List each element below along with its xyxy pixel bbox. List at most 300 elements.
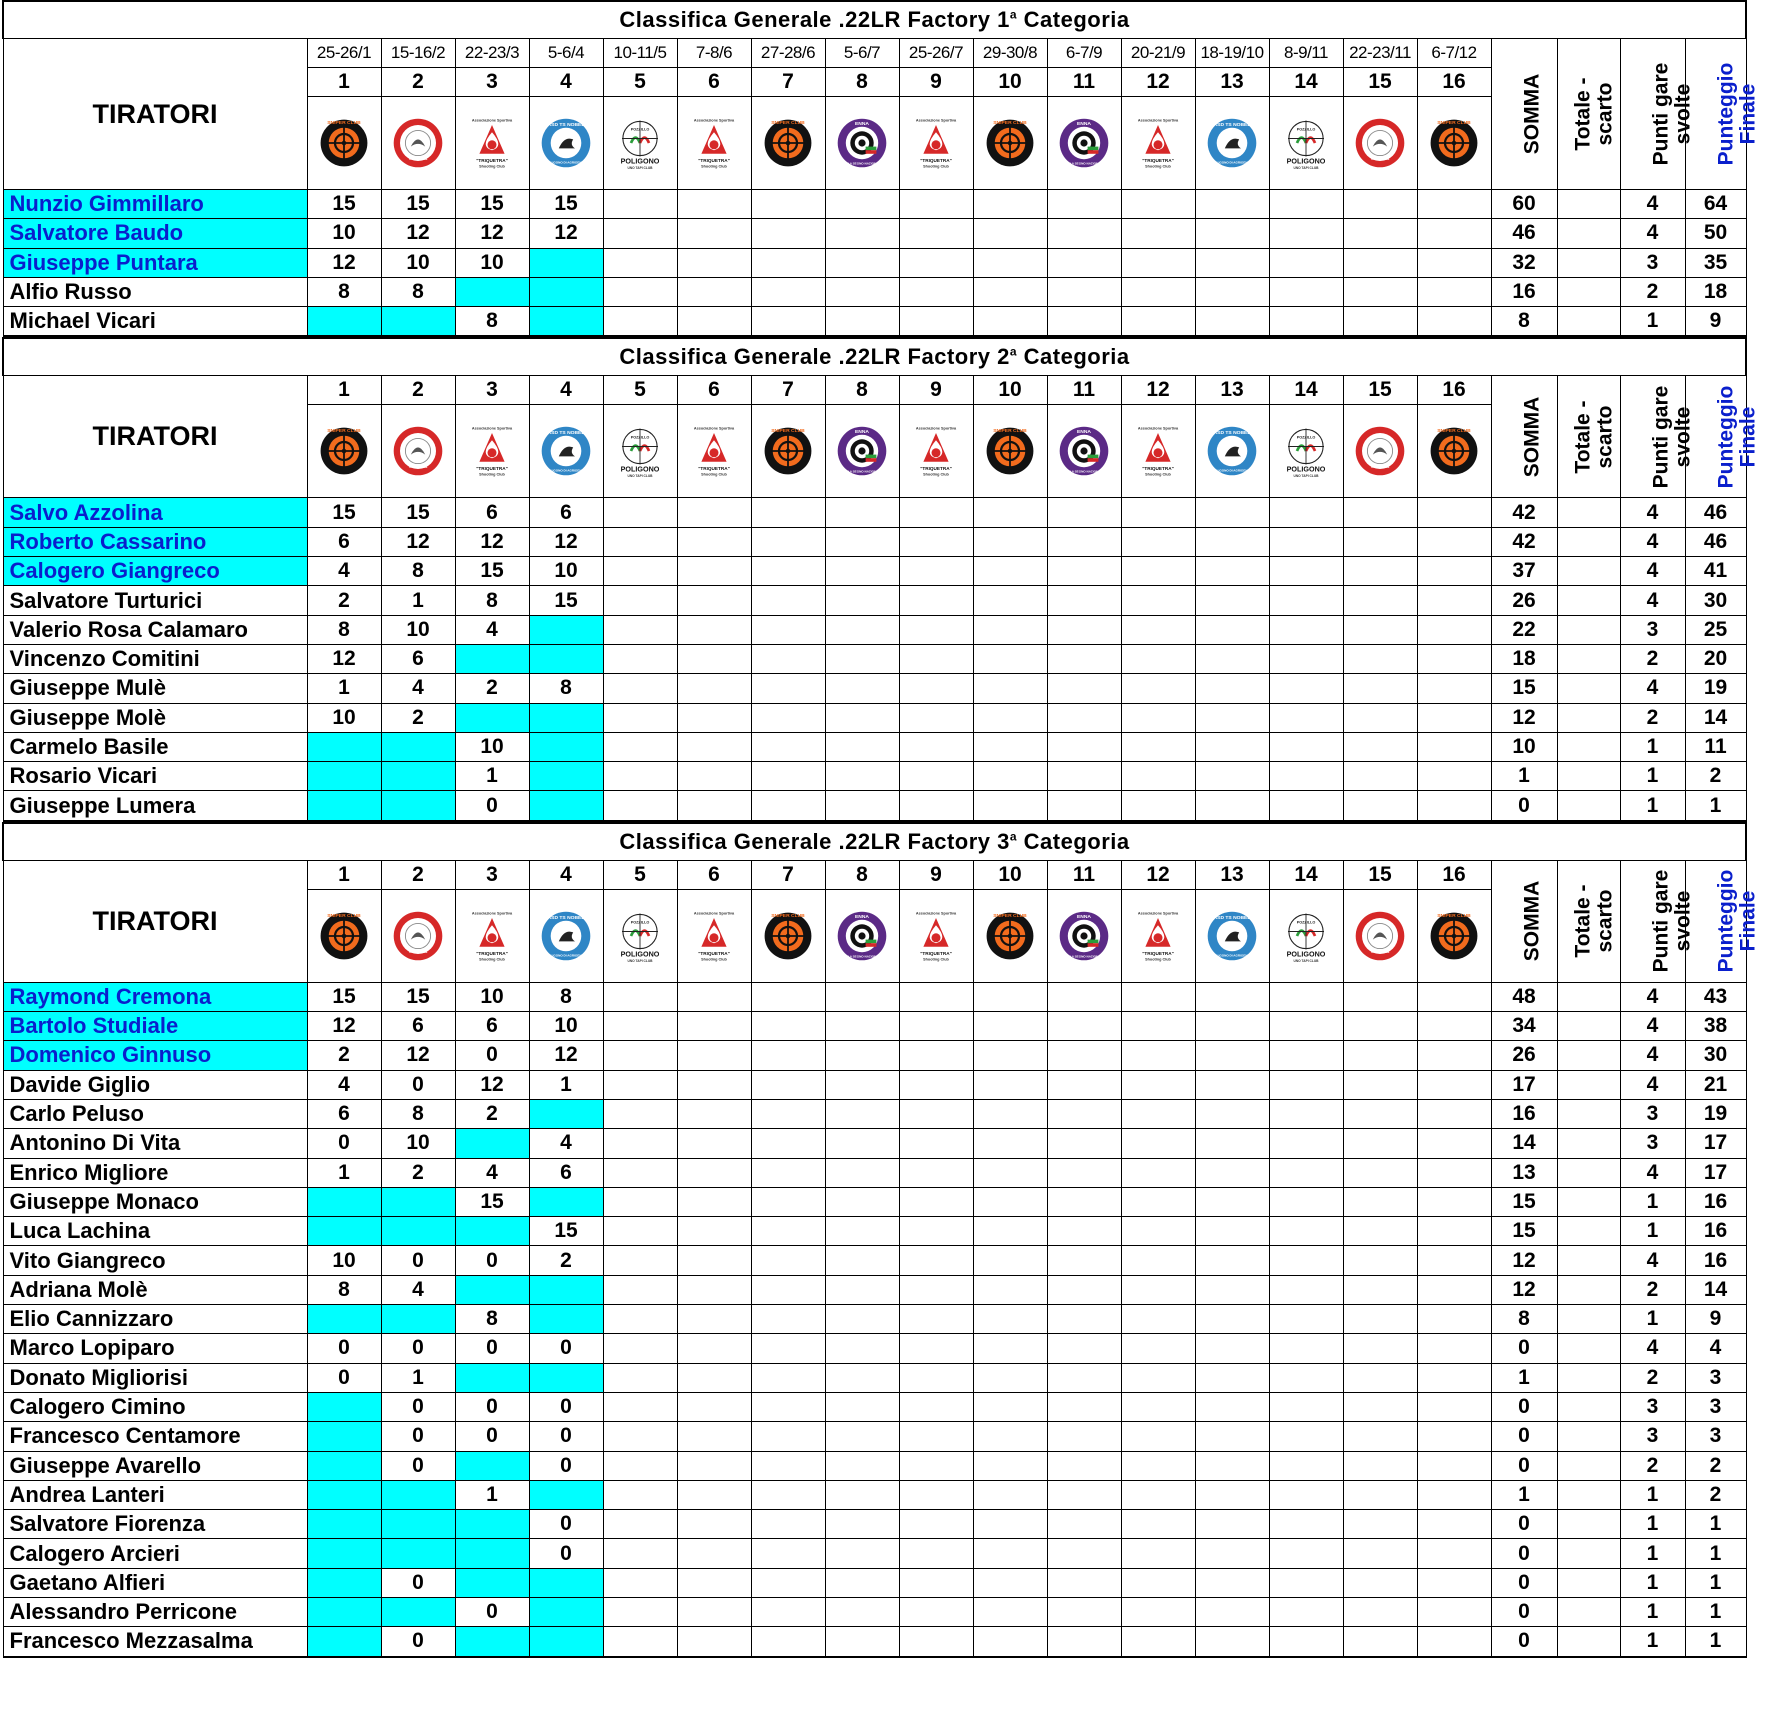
punteggio-finale-value: 1 [1685, 1597, 1746, 1626]
round-score [1121, 1510, 1195, 1539]
round-score: 0 [455, 1422, 529, 1451]
svg-text:POLIGONO DI AGRIGENTO: POLIGONO DI AGRIGENTO [1212, 160, 1252, 165]
round-score: 12 [381, 527, 455, 556]
round-score [751, 791, 825, 821]
round-score [751, 732, 825, 761]
round-score [381, 307, 455, 337]
round-score [677, 1012, 751, 1041]
round-score [529, 762, 603, 791]
round-score [1195, 1099, 1269, 1128]
round-score: 0 [529, 1334, 603, 1363]
poligono-pozzillo-logo [1279, 424, 1333, 478]
svg-text:Associazione Sportiva: Associazione Sportiva [471, 118, 513, 123]
somma-value: 1 [1491, 1363, 1557, 1392]
round-score [899, 644, 973, 673]
punti-gare-value: 4 [1620, 1070, 1685, 1099]
round-score: 0 [381, 1627, 455, 1657]
round-number: 13 [1195, 376, 1269, 405]
round-number: 2 [381, 860, 455, 889]
round-score [1269, 1480, 1343, 1509]
snipers-club-logo [317, 909, 371, 963]
round-score [1121, 1451, 1195, 1480]
round-score [973, 982, 1047, 1011]
table-row [3, 1627, 1746, 1657]
round-score [825, 527, 899, 556]
round-score [825, 1480, 899, 1509]
snipers-club-logo [983, 424, 1037, 478]
round-score [1121, 557, 1195, 586]
round-score [751, 1363, 825, 1392]
table-row [3, 1041, 1746, 1070]
round-score [899, 1158, 973, 1187]
svg-text:UNO TAPI CLUB: UNO TAPI CLUB [627, 958, 653, 963]
round-score: 0 [529, 1539, 603, 1568]
svg-text:TIRO A SEGNO NAZIONALE: TIRO A SEGNO NAZIONALE [1063, 470, 1105, 475]
round-score [1269, 1129, 1343, 1158]
round-score [603, 1480, 677, 1509]
enna-tsn-logo [1057, 909, 1111, 963]
svg-text:SNIPER CLUB: SNIPER CLUB [1437, 429, 1471, 435]
punti-gare-value: 4 [1620, 1246, 1685, 1275]
round-score: 2 [381, 1158, 455, 1187]
round-score [1343, 1158, 1417, 1187]
somma-value: 46 [1491, 219, 1557, 248]
enna-tsn-logo [835, 909, 889, 963]
round-score: 8 [381, 557, 455, 586]
svg-text:"TRIQUETRA": "TRIQUETRA" [920, 466, 952, 472]
svg-text:TIRO A SEGNO NAZIONALE: TIRO A SEGNO NAZIONALE [841, 954, 883, 959]
round-score [1195, 1480, 1269, 1509]
somma-value: 37 [1491, 557, 1557, 586]
round-score [1343, 1334, 1417, 1363]
round-score [751, 248, 825, 277]
round-score [973, 762, 1047, 791]
section-title-text: Classifica Generale .22LR Factory 3 [619, 828, 1010, 854]
totale-scarto-value [1557, 674, 1620, 703]
round-score [1195, 644, 1269, 673]
round-score [751, 190, 825, 219]
round-score: 12 [307, 248, 381, 277]
round-score [1195, 1275, 1269, 1304]
round-number: 15 [1343, 376, 1417, 405]
shooter-name: Michael Vicari [3, 307, 307, 337]
punti-gare-header [1620, 376, 1694, 498]
round-score [899, 982, 973, 1011]
round-score: 0 [529, 1451, 603, 1480]
round-score [455, 1627, 529, 1657]
round-score [1121, 307, 1195, 337]
svg-text:ENNA: ENNA [1077, 914, 1091, 920]
venue-logo-cell [1121, 889, 1195, 982]
round-score [307, 762, 381, 791]
round-score [529, 1363, 603, 1392]
svg-text:VITTORIA: VITTORIA [408, 156, 428, 162]
round-score [1195, 1246, 1269, 1275]
round-score [603, 1246, 677, 1275]
round-score [1417, 791, 1491, 821]
table-row [3, 586, 1746, 615]
svg-text:Shooting Club: Shooting Club [479, 957, 505, 962]
svg-text:POLIGONO DI AGRIGENTO: POLIGONO DI AGRIGENTO [546, 469, 586, 474]
svg-text:ENNA: ENNA [855, 430, 869, 436]
round-score [677, 791, 751, 821]
table-row [3, 732, 1746, 761]
round-score [973, 1568, 1047, 1597]
totale-scarto-value [1557, 703, 1620, 732]
svg-text:Associazione Sportiva: Associazione Sportiva [1137, 426, 1179, 431]
table-row [3, 1363, 1746, 1392]
svg-text:UNO TAPI CLUB: UNO TAPI CLUB [1293, 474, 1319, 479]
svg-text:POLIGONO: POLIGONO [1286, 156, 1326, 166]
round-score [1417, 1099, 1491, 1128]
round-score [899, 1363, 973, 1392]
round-score: 15 [455, 190, 529, 219]
round-score [603, 1510, 677, 1539]
round-score [899, 1041, 973, 1070]
round-score [1343, 1510, 1417, 1539]
round-score [973, 1158, 1047, 1187]
somma-value: 42 [1491, 498, 1557, 527]
svg-text:POZZILLO: POZZILLO [630, 920, 650, 925]
round-score [1417, 1363, 1491, 1392]
round-score [973, 1451, 1047, 1480]
venue-logo-cell [1047, 889, 1121, 982]
round-score [1343, 307, 1417, 337]
svg-text:ENNA: ENNA [855, 122, 869, 127]
round-score [1417, 1510, 1491, 1539]
round-score [825, 1129, 899, 1158]
round-score: 8 [529, 674, 603, 703]
round-score [1417, 1392, 1491, 1421]
totale-scarto-value [1557, 1187, 1620, 1216]
round-score [825, 791, 899, 821]
round-score [973, 586, 1047, 615]
round-number: 8 [825, 376, 899, 405]
round-score [1047, 615, 1121, 644]
round-score: 12 [381, 219, 455, 248]
totale-scarto-value [1557, 1480, 1620, 1509]
round-score [825, 1099, 899, 1128]
round-score: 10 [455, 732, 529, 761]
shooter-name: Antonino Di Vita [3, 1129, 307, 1158]
shooter-name: Raymond Cremona [3, 982, 307, 1011]
round-score [973, 1627, 1047, 1657]
round-score [603, 791, 677, 821]
round-score [1269, 1275, 1343, 1304]
round-score [307, 1217, 381, 1246]
totale-scarto-header-line: scarto [1593, 889, 1617, 953]
venue-logo-cell [677, 889, 751, 982]
round-score [381, 1597, 455, 1626]
enna-tsn-logo [1057, 116, 1111, 170]
svg-text:Shooting Club: Shooting Club [1145, 957, 1171, 962]
punti-gare-value: 4 [1620, 982, 1685, 1011]
venue-logo-cell [1047, 405, 1121, 498]
table-row [3, 219, 1746, 248]
snipers-club-logo [1427, 909, 1481, 963]
round-score [825, 1158, 899, 1187]
svg-text:POLIGONO DI AGRIGENTO: POLIGONO DI AGRIGENTO [1212, 953, 1252, 958]
round-score: 0 [529, 1510, 603, 1539]
venue-logo-cell [307, 97, 381, 190]
punti-gare-header-line: svolte [1670, 83, 1694, 145]
totale-scarto-value [1557, 644, 1620, 673]
totale-scarto-value [1557, 1041, 1620, 1070]
round-score [307, 1510, 381, 1539]
round-score: 0 [455, 1334, 529, 1363]
round-score: 0 [455, 1041, 529, 1070]
round-score [603, 1158, 677, 1187]
round-score [1195, 703, 1269, 732]
round-score [1269, 1422, 1343, 1451]
round-score: 0 [307, 1334, 381, 1363]
round-score [973, 1275, 1047, 1304]
table-row [3, 1568, 1746, 1597]
round-score [973, 1305, 1047, 1334]
punteggio-finale-value: 35 [1685, 248, 1746, 277]
svg-text:SNIPER CLUB: SNIPER CLUB [771, 121, 805, 127]
round-score [973, 1187, 1047, 1216]
punteggio-finale-value: 21 [1685, 1070, 1746, 1099]
round-date: 22-23/3 [455, 39, 529, 68]
round-score: 0 [529, 1422, 603, 1451]
table-row [3, 1099, 1746, 1128]
section-title [3, 823, 1746, 861]
section-title-text: Classifica Generale .22LR Factory 2 [619, 344, 1010, 370]
round-score [677, 982, 751, 1011]
somma-value: 12 [1491, 703, 1557, 732]
punti-gare-value: 2 [1620, 703, 1685, 732]
punteggio-finale-value: 19 [1685, 1099, 1746, 1128]
round-score [603, 732, 677, 761]
round-score: 12 [529, 1041, 603, 1070]
round-score [973, 1510, 1047, 1539]
round-score [1417, 219, 1491, 248]
round-score [603, 1363, 677, 1392]
round-number: 16 [1417, 860, 1491, 889]
venue-logo-cell [825, 97, 899, 190]
round-score [1195, 762, 1269, 791]
round-score [1417, 498, 1491, 527]
totale-scarto-value [1557, 527, 1620, 556]
round-score [825, 1363, 899, 1392]
round-score [307, 307, 381, 337]
somma-header [1491, 860, 1557, 982]
somma-value: 0 [1491, 1392, 1557, 1421]
round-score [1121, 248, 1195, 277]
round-number: 4 [529, 68, 603, 97]
totale-scarto-value [1557, 1334, 1620, 1363]
round-score [1417, 1041, 1491, 1070]
venue-logo-cell [1343, 97, 1417, 190]
round-score [899, 1099, 973, 1128]
table-row [3, 1217, 1746, 1246]
round-score [1195, 1627, 1269, 1657]
round-score [1047, 527, 1121, 556]
snipers-club-logo [1427, 116, 1481, 170]
round-score [529, 1597, 603, 1626]
totale-scarto-value [1557, 732, 1620, 761]
round-score [1195, 791, 1269, 821]
round-score [529, 1275, 603, 1304]
round-score: 1 [455, 1480, 529, 1509]
somma-value: 32 [1491, 248, 1557, 277]
round-score [899, 1305, 973, 1334]
round-score [751, 1041, 825, 1070]
enna-tsn-logo [1057, 424, 1111, 478]
round-score [603, 219, 677, 248]
somma-value: 26 [1491, 1041, 1557, 1070]
round-score [973, 1392, 1047, 1421]
punteggio-finale-value: 43 [1685, 982, 1746, 1011]
round-score [677, 1217, 751, 1246]
round-score [1195, 1012, 1269, 1041]
svg-text:Shooting Club: Shooting Club [479, 164, 505, 169]
punteggio-finale-value: 16 [1685, 1217, 1746, 1246]
round-score [1195, 1597, 1269, 1626]
round-number: 6 [677, 68, 751, 97]
round-score: 15 [529, 1217, 603, 1246]
svg-text:POLIGONO: POLIGONO [620, 465, 660, 475]
round-score [1417, 557, 1491, 586]
round-score: 2 [307, 586, 381, 615]
round-score [1417, 1217, 1491, 1246]
round-score [1269, 791, 1343, 821]
totale-scarto-header-line: Totale - [1571, 77, 1595, 151]
round-score [1121, 1041, 1195, 1070]
round-score [603, 1627, 677, 1657]
round-score [1417, 1334, 1491, 1363]
punti-gare-value: 1 [1620, 1305, 1685, 1334]
punteggio-finale-value: 30 [1685, 1041, 1746, 1070]
shooter-name: Marco Lopiparo [3, 1334, 307, 1363]
round-score [1269, 498, 1343, 527]
round-score [1121, 1246, 1195, 1275]
round-score [825, 1334, 899, 1363]
round-score: 8 [381, 1099, 455, 1128]
poligono-pozzillo-logo [613, 116, 667, 170]
somma-header-line: SOMMA [1519, 396, 1543, 478]
round-score [1121, 190, 1195, 219]
round-score [825, 1422, 899, 1451]
svg-text:Shooting Club: Shooting Club [1145, 472, 1171, 477]
table-row [3, 1012, 1746, 1041]
punteggio-finale-header-line: Punteggio [1713, 62, 1737, 166]
venue-logo-cell [603, 97, 677, 190]
round-score [899, 674, 973, 703]
round-score [1121, 644, 1195, 673]
round-score [1121, 1187, 1195, 1216]
round-score [1121, 527, 1195, 556]
punti-gare-value: 1 [1620, 1539, 1685, 1568]
round-score [603, 307, 677, 337]
table-row [3, 248, 1746, 277]
punti-gare-value: 4 [1620, 1012, 1685, 1041]
round-score [1269, 1217, 1343, 1246]
punti-gare-value: 4 [1620, 1041, 1685, 1070]
round-score [1417, 1246, 1491, 1275]
round-score [825, 732, 899, 761]
round-score [1047, 1070, 1121, 1099]
shooter-name: Calogero Arcieri [3, 1539, 307, 1568]
section-title-sup: a [1009, 345, 1018, 360]
round-score [1047, 1305, 1121, 1334]
round-score [751, 586, 825, 615]
round-score [1121, 219, 1195, 248]
round-score [973, 791, 1047, 821]
round-score [381, 732, 455, 761]
svg-text:POZZILLO: POZZILLO [1296, 435, 1316, 440]
punteggio-finale-value: 2 [1685, 762, 1746, 791]
round-score [1269, 1451, 1343, 1480]
round-score [751, 982, 825, 1011]
round-date: 15-16/2 [381, 39, 455, 68]
somma-value: 17 [1491, 1070, 1557, 1099]
somma-value: 42 [1491, 527, 1557, 556]
round-score [381, 1480, 455, 1509]
round-score [677, 1539, 751, 1568]
round-score [455, 1363, 529, 1392]
venue-logo-cell [1269, 97, 1343, 190]
round-score: 0 [381, 1334, 455, 1363]
somma-value: 0 [1491, 1627, 1557, 1657]
round-score [1269, 615, 1343, 644]
shooter-name: Giuseppe Puntara [3, 248, 307, 277]
snipers-club-logo [317, 116, 371, 170]
svg-text:ENNA: ENNA [1077, 430, 1091, 436]
round-score: 4 [455, 615, 529, 644]
round-number: 1 [307, 376, 381, 405]
round-score [307, 1539, 381, 1568]
tiratori-label: TIRATORI [3, 376, 307, 498]
punteggio-finale-value: 50 [1685, 219, 1746, 248]
round-score [1269, 703, 1343, 732]
round-score [973, 1041, 1047, 1070]
svg-text:SNIPER CLUB: SNIPER CLUB [327, 429, 361, 435]
svg-text:SNIPER CLUB: SNIPER CLUB [993, 913, 1027, 919]
totale-scarto-value [1557, 1597, 1620, 1626]
round-score [1343, 762, 1417, 791]
round-score [899, 557, 973, 586]
round-score [529, 1305, 603, 1334]
somma-value: 15 [1491, 1217, 1557, 1246]
round-score: 10 [381, 1129, 455, 1158]
somma-value: 0 [1491, 1334, 1557, 1363]
punteggio-finale-value: 19 [1685, 674, 1746, 703]
round-score [1269, 1539, 1343, 1568]
round-score: 15 [307, 498, 381, 527]
round-score [677, 1129, 751, 1158]
svg-text:"TRIQUETRA": "TRIQUETRA" [698, 466, 730, 472]
somma-value: 0 [1491, 1422, 1557, 1451]
snipers-club-logo [761, 909, 815, 963]
round-score [825, 615, 899, 644]
shooter-name: Giuseppe Avarello [3, 1451, 307, 1480]
round-score [825, 307, 899, 337]
vittoria-club-logo [1353, 116, 1407, 170]
venue-logo-cell [973, 97, 1047, 190]
round-score [899, 791, 973, 821]
round-score [1047, 1334, 1121, 1363]
totale-scarto-value [1557, 1012, 1620, 1041]
round-score [1417, 248, 1491, 277]
round-score [973, 1334, 1047, 1363]
round-score [973, 1129, 1047, 1158]
vittoria-club-logo [391, 116, 445, 170]
round-score [455, 1129, 529, 1158]
punti-gare-header-line: Punti gare [1648, 869, 1672, 973]
shooter-name: Domenico Ginnuso [3, 1041, 307, 1070]
